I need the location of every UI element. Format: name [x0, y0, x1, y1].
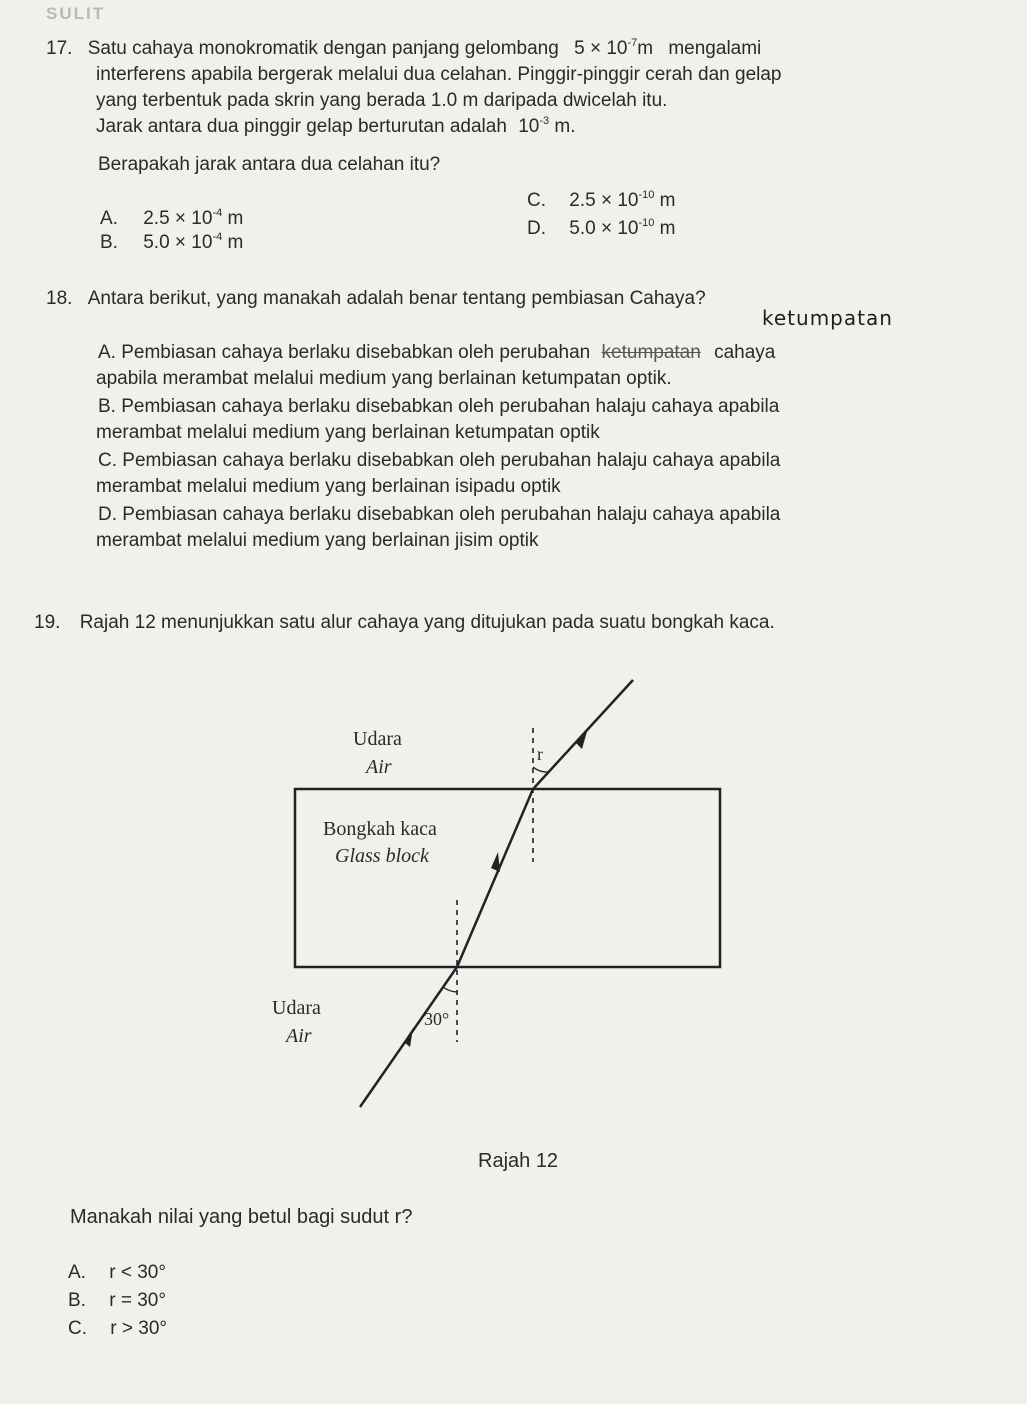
ray-arrow-bottom: [404, 1028, 413, 1047]
q17-option-a[interactable]: A. $2.5 \times 10^{-4}$ m: [100, 207, 244, 229]
q17-text-line1: Satu cahaya monokromatik dengan panjang gelombang: [87, 38, 559, 59]
q18-option-b-line2: merambat melalui medium yang berlainan ketumpatan optik: [96, 422, 600, 443]
q19-stem: Rajah 12 menunjukkan satu alur cahaya yang ditujukan pada suatu bongkah kaca.: [79, 612, 775, 633]
angle-arc-r: [533, 767, 548, 772]
label-bottom-medium-malay: Udara: [272, 997, 321, 1019]
q17-wavelength: $5 \times 10^{-7}m$: [574, 37, 654, 59]
glass-block: [295, 789, 720, 967]
label-top-medium-english: Air: [366, 756, 392, 778]
label-block-english: Glass block: [335, 845, 429, 867]
q19-number: 19.: [34, 612, 61, 633]
q18-option-a-line2: apabila merambat melalui medium yang berlainan ketumpatan optik.: [96, 368, 672, 389]
q19-question: Manakah nilai yang betul bagi sudut r?: [70, 1206, 413, 1228]
q17-text-line2: interferens apabila bergerak melalui dua celahan. Pinggir-pinggir cerah dan gelap: [96, 64, 782, 85]
q19-option-a[interactable]: A. r < 30°: [68, 1262, 166, 1283]
q17-text-line3: yang terbentuk pada skrin yang berada 1.0 m daripada dwicelah itu.: [96, 90, 668, 111]
q17-text-line1-end: mengalami: [668, 38, 762, 59]
q18-option-b[interactable]: B. Pembiasan cahaya berlaku disebabkan oleh perubahan halaju cahaya apabila: [98, 396, 780, 417]
figure-caption: Rajah 12: [478, 1150, 559, 1172]
ray-arrow-middle: [491, 852, 500, 872]
label-angle-r: r: [537, 744, 543, 764]
q17-option-d[interactable]: D. $5.0 \times 10^{-10}$ m: [527, 217, 676, 239]
q17-text-line4: Jarak antara dua pinggir gelap berturutan adalah $10^{-3}$ m.: [96, 115, 576, 137]
q18-option-c[interactable]: C. Pembiasan cahaya berlaku disebabkan oleh perubahan halaju cahaya apabila: [98, 450, 781, 471]
q17-option-c[interactable]: C. $2.5 \times 10^{-10}$ m: [527, 189, 676, 211]
q18-option-c-line2: merambat melalui medium yang berlainan isipadu optik: [96, 476, 561, 497]
q17-text-line5: Berapakah jarak antara dua celahan itu?: [98, 154, 441, 175]
q18-handwritten-correction: ketumpatan: [762, 306, 893, 330]
q18-stem: Antara berikut, yang manakah adalah benar tentang pembiasan Cahaya?: [87, 288, 706, 309]
q19-option-b[interactable]: B. r = 30°: [68, 1290, 166, 1311]
q17-number: 17.: [46, 38, 73, 59]
label-angle-30: 30°: [424, 1009, 450, 1029]
q18-option-a[interactable]: A. Pembiasan cahaya berlaku disebabkan oleh perubahan ketumpatan cahaya: [98, 342, 776, 363]
label-block-malay: Bongkah kaca: [323, 818, 437, 840]
angle-arc-30: [443, 987, 457, 992]
q18-struck-word: ketumpatan: [601, 342, 701, 363]
q18-number: 18.: [46, 288, 73, 309]
q18-option-d-line2: merambat melalui medium yang berlainan jisim optik: [96, 530, 539, 551]
q18-option-d[interactable]: D. Pembiasan cahaya berlaku disebabkan oleh perubahan halaju cahaya apabila: [98, 504, 781, 525]
label-bottom-medium-english: Air: [286, 1025, 312, 1047]
q19-option-c[interactable]: C. r > 30°: [68, 1318, 167, 1339]
header-label: SULIT: [46, 4, 106, 23]
q17-option-b[interactable]: B. $5.0 \times 10^{-4}$ m: [100, 231, 244, 253]
label-top-medium-malay: Udara: [353, 728, 402, 750]
